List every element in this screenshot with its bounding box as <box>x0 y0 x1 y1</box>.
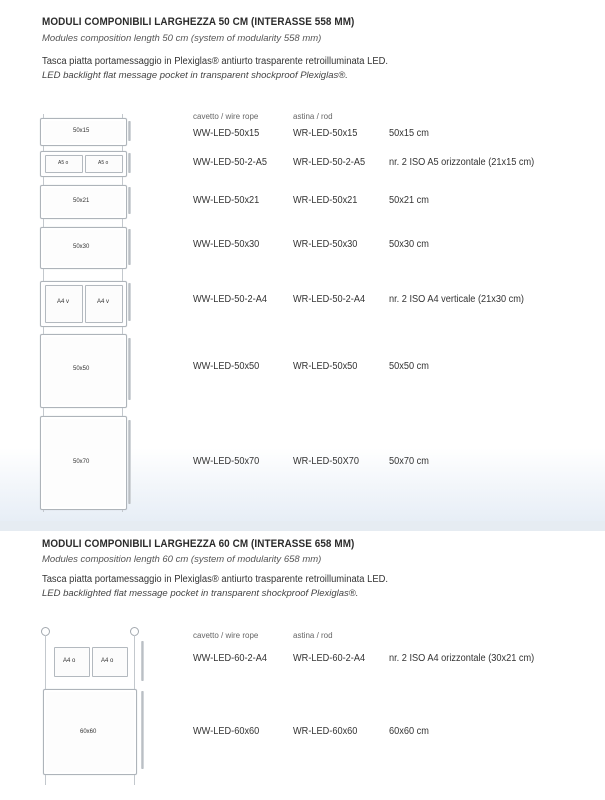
rod-icon <box>141 641 144 681</box>
panel-label: 50x30 <box>73 244 90 250</box>
column-header-rod: astina / rod <box>293 631 333 640</box>
panel-label: A4 o <box>101 658 114 664</box>
size-description: 60x60 cm <box>389 726 429 737</box>
column-header-wire: cavetto / wire rope <box>193 112 259 121</box>
panel-label: A4 o <box>63 658 76 664</box>
column-header-rod: astina / rod <box>293 112 333 121</box>
wire-code: WW-LED-60-2-A4 <box>193 653 267 664</box>
size-description: 50x15 cm <box>389 128 429 139</box>
column-header-wire: cavetto / wire rope <box>193 631 259 640</box>
wire-code: WW-LED-50-2-A5 <box>193 157 267 168</box>
pocket-right <box>92 647 128 677</box>
rod-icon <box>128 229 131 265</box>
size-description: 50x30 cm <box>389 239 429 250</box>
size-description: 50x70 cm <box>389 456 429 467</box>
panel-label: A5 o <box>98 160 109 166</box>
panel-label: A4 v <box>57 299 70 305</box>
panel-label: 50x70 <box>73 459 90 465</box>
panel-label: A4 v <box>97 299 110 305</box>
rod-code: WR-LED-60x60 <box>293 726 358 737</box>
wire-code: WW-LED-50x15 <box>193 128 260 139</box>
panel-label: 50x50 <box>73 366 90 372</box>
panel-diagram <box>43 689 137 775</box>
size-description: nr. 2 ISO A4 orizzontale (30x21 cm) <box>389 653 535 664</box>
section-subtitle: Modules composition length 50 cm (system of modularity 558 mm) <box>42 33 322 44</box>
description-english: LED backlighted flat message pocket in transparent shockproof Plexiglas®. <box>42 588 359 599</box>
panel-label: 60x60 <box>80 729 97 735</box>
wire-code: WW-LED-50x30 <box>193 239 260 250</box>
panel-diagram <box>40 281 127 327</box>
wire-code: WW-LED-50-2-A4 <box>193 294 267 305</box>
pocket-right <box>85 155 123 173</box>
rod-icon <box>141 691 144 769</box>
section-divider <box>0 521 605 531</box>
pocket-left <box>45 285 83 323</box>
size-description: nr. 2 ISO A4 verticale (21x30 cm) <box>389 294 524 305</box>
pocket-left <box>54 647 90 677</box>
panel-diagram <box>40 227 127 269</box>
wire-code: WW-LED-50x50 <box>193 361 260 372</box>
panel-label: 50x21 <box>73 198 90 204</box>
section-title: MODULI COMPONIBILI LARGHEZZA 50 CM (INTERASSE 558 MM) <box>42 16 355 28</box>
rod-code: WR-LED-50x30 <box>293 239 358 250</box>
wire-code: WW-LED-60x60 <box>193 726 260 737</box>
panel-diagram <box>40 151 127 177</box>
rod-code: WR-LED-50x15 <box>293 128 358 139</box>
description-italian: Tasca piatta portamessaggio in Plexiglas® antiurto trasparente retroilluminata LED. <box>42 56 389 67</box>
size-description: 50x50 cm <box>389 361 429 372</box>
rod-code: WR-LED-50-2-A4 <box>293 294 366 305</box>
panel-diagram <box>43 644 137 680</box>
rod-icon <box>128 338 131 400</box>
panel-diagram <box>40 118 127 146</box>
rod-code: WR-LED-50x21 <box>293 195 358 206</box>
section-subtitle: Modules composition length 60 cm (system of modularity 658 mm) <box>42 554 322 565</box>
rod-icon <box>128 420 131 504</box>
rod-icon <box>128 121 131 141</box>
rod-icon <box>128 187 131 214</box>
section-60cm <box>0 531 605 800</box>
panel-diagram <box>40 416 127 510</box>
panel-label: 50x15 <box>73 128 90 134</box>
description-italian: Tasca piatta portamessaggio in Plexiglas® antiurto trasparente retroilluminata LED. <box>42 574 389 585</box>
wire-code: WW-LED-50x21 <box>193 195 260 206</box>
wire-code: WW-LED-50x70 <box>193 456 260 467</box>
description-english: LED backlight flat message pocket in transparent shockproof Plexiglas®. <box>42 70 348 81</box>
size-description: nr. 2 ISO A5 orizzontale (21x15 cm) <box>389 157 535 168</box>
size-description: 50x21 cm <box>389 195 429 206</box>
panel-diagram <box>40 185 127 219</box>
rod-icon <box>128 283 131 321</box>
rod-code: WR-LED-50-2-A5 <box>293 157 366 168</box>
rod-code: WR-LED-50x50 <box>293 361 358 372</box>
section-title: MODULI COMPONIBILI LARGHEZZA 60 CM (INTERASSE 658 MM) <box>42 538 355 550</box>
rod-code: WR-LED-60-2-A4 <box>293 653 366 664</box>
pocket-right <box>85 285 123 323</box>
panel-diagram <box>40 334 127 408</box>
rod-code: WR-LED-50X70 <box>293 456 359 467</box>
panel-label: A5 o <box>58 160 69 166</box>
pocket-left <box>45 155 83 173</box>
rod-icon <box>128 153 131 173</box>
